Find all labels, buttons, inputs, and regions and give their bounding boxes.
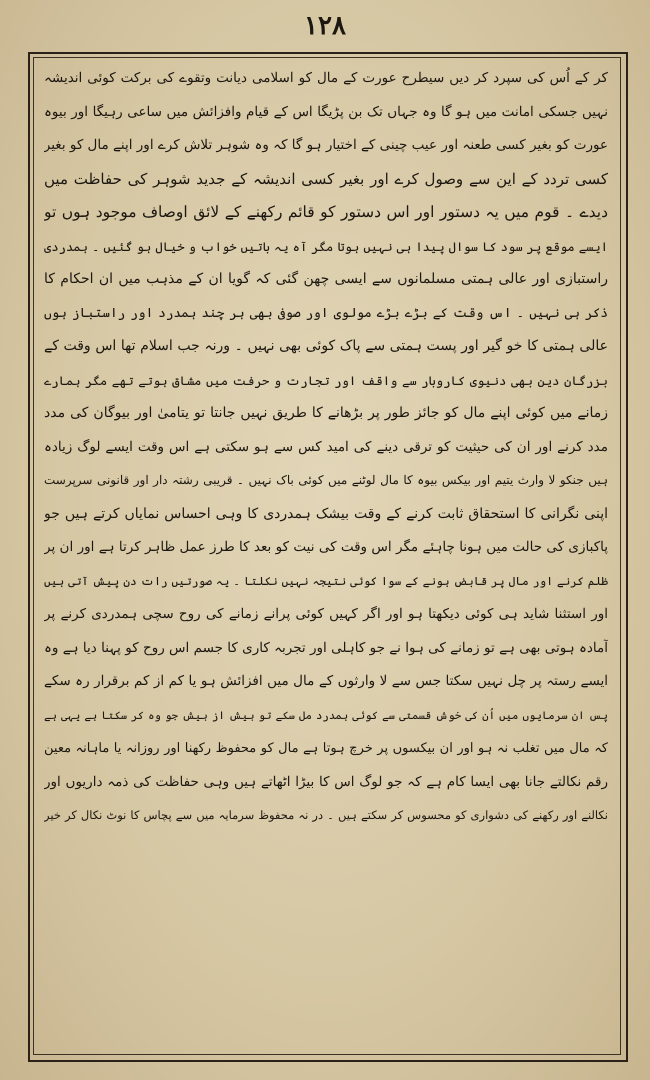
text-line: دیدے ۔ قوم میں یہ دستور اور اس دستور کو قائم رکھنے کے لائق اوصاف موجود ہوں تو — [44, 203, 608, 221]
text-line: اور استثنا شاید ہی کوئی دیکھتا ہو اور اگر کہیں کوئی پرانے زمانے کی روح سچی ہمدردی کرنے پر — [44, 606, 608, 622]
text-line: عالی ہمتی کا خو گیر اور پست ہمتی سے پاک کوئی بھی نہیں ۔ ورنہ جب اسلام تھا اس وقت کے — [44, 338, 608, 354]
text-line: نہیں جسکی امانت میں ہو گا وہ جہاں تک بن پڑیگا اس کے قیام وافزائش میں ساعی رہیگا اور بیوہ — [44, 103, 608, 120]
text-line: زمانے میں کوئی اپنے مال کو جائز طور پر بڑھانے کا طریق نہیں جانتا تو یتامیٰ اور بیوگان کی مدد — [44, 405, 608, 421]
body-text-block — [44, 62, 608, 1046]
page-number: ١٢٨ — [304, 11, 346, 41]
text-line: ایسے موقع پر سود کا سوال پیدا ہی نہیں ہوتا مگر آہ یہ باتیں خواب و خیال ہو گئیں ۔ ہمدردی — [44, 238, 608, 254]
text-line: عورت کو بغیر کسی طعنہ اور عیب چینی کے اختیار ہو گا کہ وہ شوہر تلاش کرے اور اپنے مال کو بغیر — [44, 137, 608, 153]
text-line: اپنی نگرانی کا استحقاق ثابت کرنے کے وقت بیشک ہمدردی کا وہی احساس نمایاں کرتے ہیں جو — [44, 505, 608, 522]
text-line: بزرگان دین بھی دنیوی کاروبار سے واقف اور تجارت و حرفت میں مشاق ہوتے تھے مگر ہمارے — [44, 372, 608, 388]
text-line: کر کے اُس کی سپرد کر دیں سیطرح عورت کے مال کو اسلامی دیانت وتقوے کی برکت کوئی اندیشہ — [44, 70, 608, 86]
text-line: ظلم کرنے اور مال پر قابض ہونے کے سوا کوئی نتیجہ نہیں نکلتا ۔ یہ صورتیں رات دن پیش آتی ہیں — [44, 573, 608, 588]
text-line: نکالنے اور رکھنے کی دشواری کو محسوس کر سکتے ہیں ۔ در نہ محفوظ سرمایہ میں سے پچاس کا نوٹ نکال کر خیر — [44, 808, 608, 822]
text-line: کسی تردد کے این سے وصول کرے اور بغیر کسی اندیشہ کے جدید شوہر کی حفاظت میں — [44, 169, 608, 188]
text-line: پاکبازی کی حالت میں ہونا چاہئے مگر اس وقت کی نیت کو بعد کا طرز عمل ظاہر کرتا ہے اور ان پر — [44, 539, 608, 555]
text-line: راستبازی اور عالی ہمتی مسلمانوں سے ایسی چھن گئی کہ گویا ان کے مذہب میں ان احکام کا — [44, 271, 608, 287]
text-line: آمادہ ہوتی بھی ہے تو زمانے کی ہوا نے جو کاہلی اور تجربہ کاری کا جسم اس روح کو پہنا دیا ہے وہ — [44, 639, 608, 656]
text-line: مدد کرنے اور ان کی حیثیت کو ترقی دینے کی امید کس سے ہو سکتی ہے اس وقت ایسے لوگ زیادہ — [44, 438, 608, 455]
text-line: ذکر ہی نہیں ۔ اس وقت کے بڑے بڑے مولوی اور صوفی بھی ہر چند ہمدرد اور راستباز ہوں — [44, 305, 608, 321]
text-line: پس ان سرمایوں میں اُن کی خوش قسمتی سے کوئی ہمدرد مل سکے تو بیش از بیش جو وہ کر سکتا ہے یہی ہے — [44, 708, 608, 722]
text-line: کہ مال میں تغلب نہ ہو اور ان بیکسوں پر خرچ ہوتا ہے مال کو محفوظ رکھنا اور روزانہ یا ماہانہ معین — [44, 741, 608, 756]
text-line: ہیں جنکو لا وارث یتیم اور بیکس بیوہ کا مال لوٹنے میں کوئی باک نہیں ۔ قریبی رشتہ دار اور قانونی سرپرست — [44, 473, 608, 487]
text-line: رقم نکالتے جانا بھی ایسا کام ہے کہ جو لوگ اس کا بیڑا اٹھاتے ہیں وہی حفاظت کی ذمہ داریوں اور — [44, 773, 608, 790]
text-line: ایسے رستہ پر چل نہیں سکتا جس سے لا وارثوں کے مال میں افزائش ہو یا کم از کم برقرار رہ سکے — [44, 673, 608, 689]
